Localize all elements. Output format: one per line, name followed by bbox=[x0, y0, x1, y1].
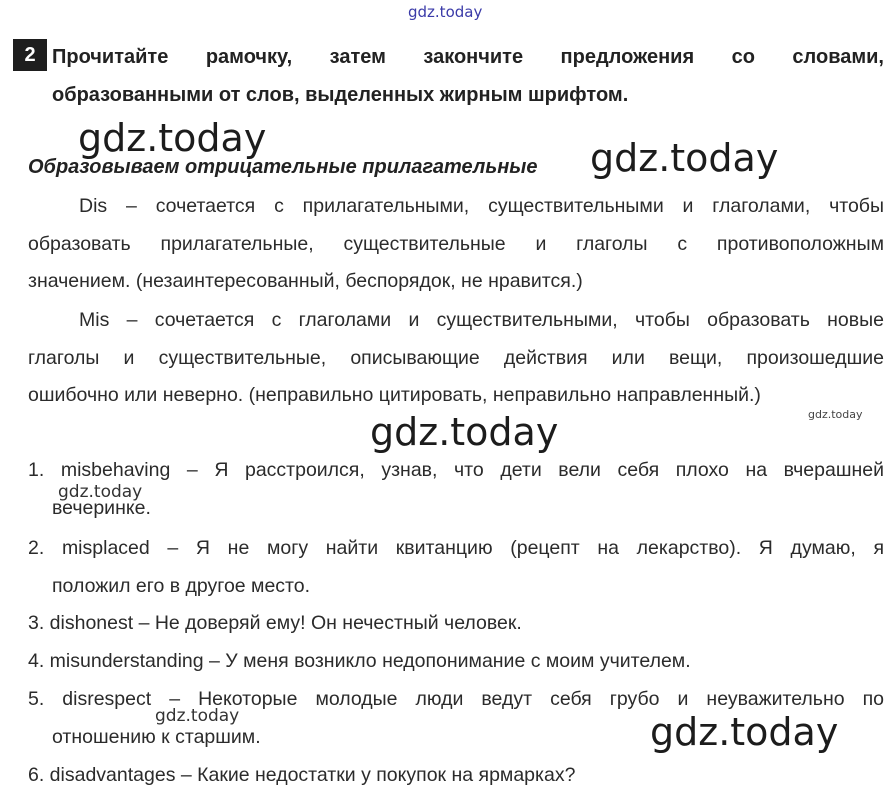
mis-line-2: глаголы и существительные, описывающие действия или вещи, произошедшие bbox=[28, 346, 884, 369]
watermark-heading-left: gdz.today bbox=[78, 116, 267, 160]
task-instructions-line-2: образованными от слов, выделенных жирным шрифтом. bbox=[52, 84, 629, 106]
watermark-item5: gdz.today bbox=[155, 706, 240, 726]
answer-item-6 bbox=[28, 756, 884, 794]
dis-line-3: значением. (незаинтересованный, беспорядок, не нравится.) bbox=[28, 270, 583, 292]
answer-1-line-1: 1. misbehaving – Я расстроился, узнав, что дети вели себя плохо на вчерашней bbox=[28, 459, 884, 481]
answer-2-line-1: 2. misplaced – Я не могу найти квитанцию (рецепт на лекарство). Я думаю, я bbox=[28, 537, 884, 559]
answer-6-line-1: 6. disadvantages – Какие недостатки у покупок на ярмарках? bbox=[28, 764, 576, 786]
answer-3-line-1: 3. dishonest – Не доверяй ему! Он нечестный человек. bbox=[28, 612, 522, 634]
answer-1-line-2: вечеринке. bbox=[52, 497, 151, 519]
answer-item-1 bbox=[28, 451, 884, 527]
watermark-paragraph-small: gdz.today bbox=[808, 408, 863, 421]
task-instructions bbox=[52, 38, 884, 114]
task-instructions-line-1: Прочитайте рамочку, затем закончите предложения со словами, bbox=[52, 46, 884, 68]
dis-line-1: Dis – сочетается с прилагательными, существительными и глаголами, чтобы bbox=[79, 195, 884, 217]
answer-4-line-1: 4. misunderstanding – У меня возникло недопонимание с моим учителем. bbox=[28, 650, 691, 672]
dis-paragraph bbox=[28, 188, 884, 301]
watermark-item1: gdz.today bbox=[58, 482, 143, 502]
answer-5-line-2: отношению к старшим. bbox=[52, 726, 261, 748]
watermark-heading-right: gdz.today bbox=[590, 136, 779, 180]
answer-2-line-2: положил его в другое место. bbox=[52, 575, 311, 597]
watermark-middle: gdz.today bbox=[370, 410, 559, 454]
mis-paragraph bbox=[28, 302, 884, 415]
mis-line-3: ошибочно или неверно. (неправильно цитировать, неправильно направленный.) bbox=[28, 384, 761, 406]
answer-item-2 bbox=[28, 529, 884, 605]
answer-item-4 bbox=[28, 642, 884, 680]
mis-line-1: Mis – сочетается с глаголами и существительными, чтобы образовать новые bbox=[79, 309, 884, 331]
box-heading: Образовываем отрицательные прилагательные bbox=[28, 156, 538, 178]
dis-line-2: образовать прилагательные, существительные и глаголы с противоположным bbox=[28, 232, 884, 255]
watermark-bottom-right: gdz.today bbox=[650, 710, 839, 754]
watermark-top: gdz.today bbox=[408, 3, 483, 21]
answer-item-3 bbox=[28, 604, 884, 642]
task-number-badge: 2 bbox=[13, 39, 47, 71]
answer-5-line-1: 5. disrespect – Некоторые молодые люди ведут себя грубо и неуважительно по bbox=[28, 688, 884, 710]
